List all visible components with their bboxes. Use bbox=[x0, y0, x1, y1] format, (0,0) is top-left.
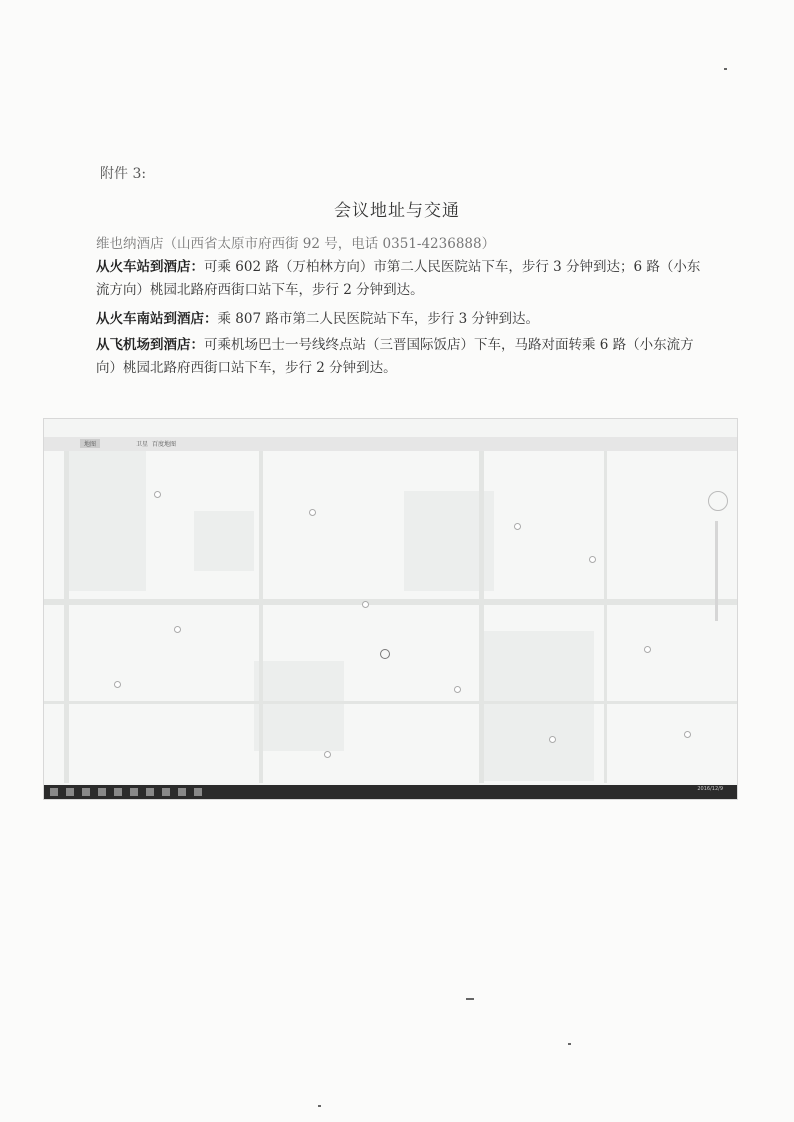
app-icon bbox=[162, 788, 170, 796]
poi-marker bbox=[154, 491, 161, 498]
map-area bbox=[44, 451, 737, 783]
scan-speck bbox=[724, 68, 727, 70]
route-airport bbox=[96, 334, 701, 380]
poi-marker bbox=[309, 509, 316, 516]
map-block bbox=[194, 511, 254, 571]
hotel-location-marker bbox=[380, 649, 390, 659]
map-road bbox=[604, 451, 607, 783]
map-road bbox=[64, 451, 69, 783]
map-screenshot bbox=[43, 418, 738, 800]
route-label: 从火车南站到酒店： bbox=[96, 311, 218, 327]
tab-baidu-map: 百度地图 bbox=[152, 441, 177, 448]
scan-speck bbox=[466, 998, 474, 1000]
venue-address: 维也纳酒店（山西省太原市府西街 92 号，电话 0351-4236888） bbox=[96, 236, 496, 252]
route-text: 乘 807 路市第二人民医院站下车，步行 3 分钟到达。 bbox=[217, 311, 540, 327]
route-south-station bbox=[96, 308, 701, 331]
map-road bbox=[44, 599, 737, 605]
map-block bbox=[254, 661, 344, 751]
poi-marker bbox=[514, 523, 521, 530]
tab-map: 地图 bbox=[80, 439, 100, 448]
windows-taskbar bbox=[44, 785, 737, 799]
app-icon bbox=[114, 788, 122, 796]
app-icon bbox=[146, 788, 154, 796]
scan-speck bbox=[568, 1043, 571, 1045]
page-title: 会议地址与交通 bbox=[334, 201, 460, 221]
start-icon bbox=[50, 788, 58, 796]
app-icon bbox=[130, 788, 138, 796]
app-icon bbox=[66, 788, 74, 796]
attachment-label: 附件 3: bbox=[100, 166, 147, 182]
route-text: 可乘 602 路（万柏林方向）市第二人民医院站下车，步行 3 分钟到达；6 路（小东流方向）桃园北路府西街口站下车，步行 2 分钟到达。 bbox=[96, 259, 701, 298]
tab-satellite: 卫星 bbox=[136, 441, 149, 448]
poi-marker bbox=[114, 681, 121, 688]
map-block bbox=[484, 631, 594, 781]
map-road bbox=[259, 451, 263, 783]
route-label: 从飞机场到酒店： bbox=[96, 337, 204, 353]
poi-marker bbox=[324, 751, 331, 758]
app-icon bbox=[194, 788, 202, 796]
poi-marker bbox=[549, 736, 556, 743]
poi-marker bbox=[174, 626, 181, 633]
app-icon bbox=[178, 788, 186, 796]
map-road bbox=[44, 701, 737, 704]
app-icon bbox=[98, 788, 106, 796]
route-train-station bbox=[96, 256, 701, 302]
poi-marker bbox=[589, 556, 596, 563]
map-block bbox=[66, 451, 146, 591]
map-road bbox=[479, 451, 484, 783]
zoom-slider bbox=[715, 521, 718, 621]
route-text: 可乘机场巴士一号线终点站（三晋国际饭店）下车，马路对面转乘 6 路（小东流方向）桃园北路府西街口站下车，步行 2 分钟到达。 bbox=[96, 337, 694, 376]
poi-marker bbox=[684, 731, 691, 738]
compass-icon bbox=[708, 491, 728, 511]
taskbar-clock: 2016/12/9 bbox=[697, 786, 723, 792]
poi-marker bbox=[454, 686, 461, 693]
poi-marker bbox=[362, 601, 369, 608]
poi-marker bbox=[644, 646, 651, 653]
app-icon bbox=[82, 788, 90, 796]
route-label: 从火车站到酒店： bbox=[96, 259, 204, 275]
scan-speck bbox=[318, 1105, 321, 1107]
